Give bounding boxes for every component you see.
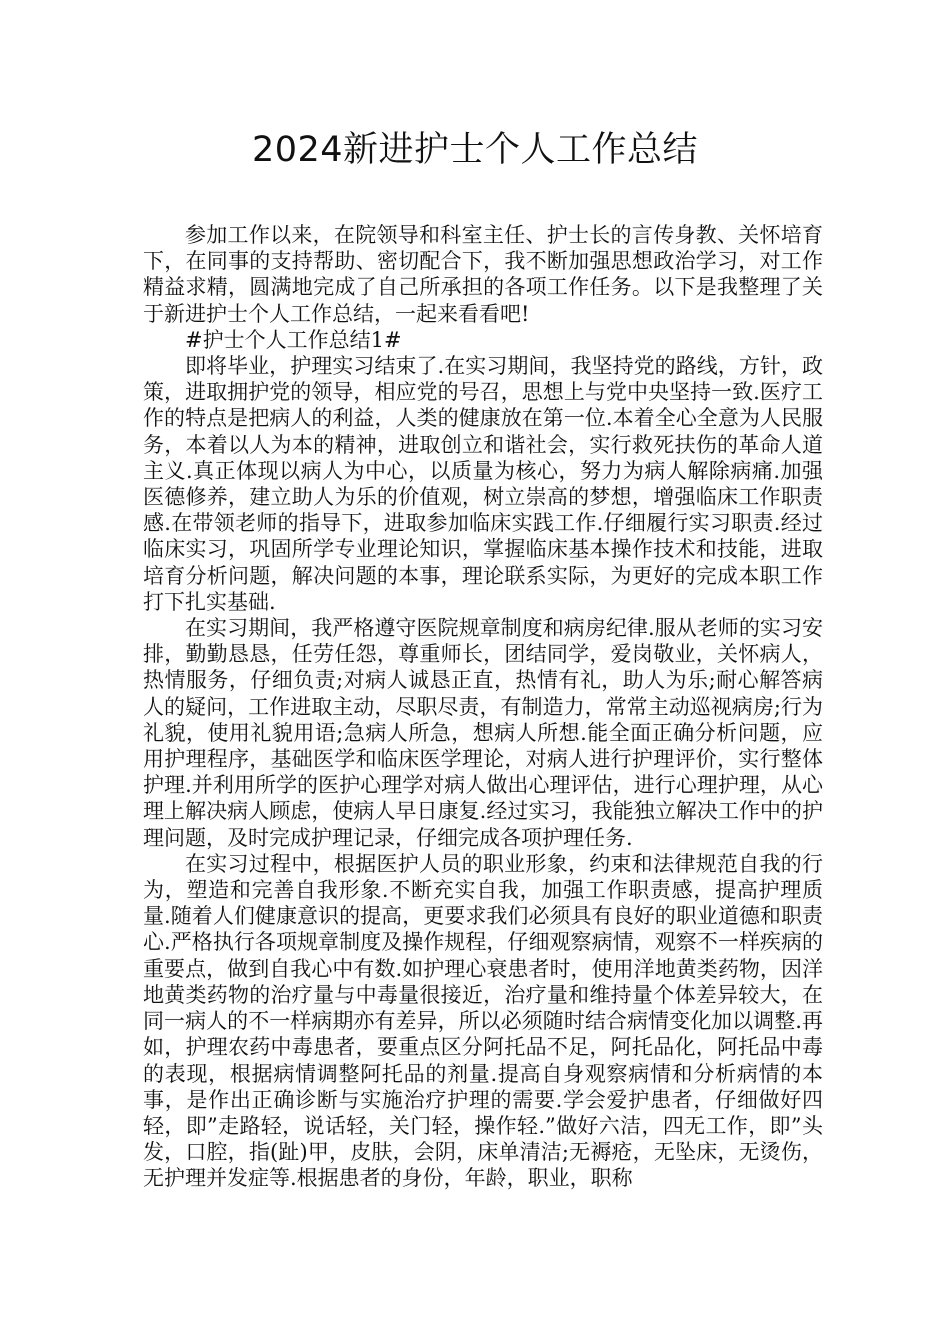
body-paragraph: 在实习过程中，根据医护人员的职业形象，约束和法律规范自我的行为，塑造和完善自我形象.不断充实自我，加强工作职责感，提高护理质量.随着人们健康意识的提高，更要求我们必须具有良好的职业道德和职责心.严格执行各项规章制度及操作规程，仔细观察病情，观察不一样疾病的重要点，做到自我心中有数.如护理心衰患者时，使用洋地黄类药物，因洋地黄类药物的治疗量与中毒量很接近，治疗量和维持量个体差异较大，在同一病人的不一样病期亦有差异，所以必须随时结合病情变化加以调整.再如，护理农药中毒患者，要重点区分阿托品不足，阿托品化，阿托品中毒的表现，根据病情调整阿托品的剂量.提高自身观察病情和分析病情的本事，是作出正确诊断与实施治疗护理的需要.学会爱护患者，仔细做好四轻，即”走路轻，说话轻，关门轻，操作轻.”做好六洁，四无工作，即”头发，口腔，指(趾)甲，皮肤，会阴，床单清洁;无褥疮，无坠床，无烫伤，无护理并发症等.根据患者的身份，年龄，职业，职称 xyxy=(143,851,823,1191)
intro-paragraph: 参加工作以来，在院领导和科室主任、护士长的言传身教、关怀培育下，在同事的支持帮助、密切配合下，我不断加强思想政治学习，对工作精益求精，圆满地完成了自己所承担的各项工作任务。以下是我整理了关于新进护士个人工作总结，一起来看看吧! xyxy=(143,223,823,326)
section-heading: #护士个人工作总结1# xyxy=(185,327,402,352)
document-body xyxy=(143,222,823,1192)
body-paragraph: 在实习期间，我严格遵守医院规章制度和病房纪律.服从老师的实习安排，勤勤恳恳，任劳任怨，尊重师长，团结同学，爱岗敬业，关怀病人，热情服务，仔细负责;对病人诚恳正直，热情有礼，助人为乐;耐心解答病人的疑问，工作进取主动，尽职尽责，有制造力，常常主动巡视病房;行为礼貌，使用礼貌用语;急病人所急，想病人所想.能全面正确分析问题，应用护理程序，基础医学和临床医学理论，对病人进行护理评价，实行整体护理.并利用所学的医护心理学对病人做出心理评估，进行心理护理，从心理上解决病人顾虑，使病人早日康复.经过实习，我能独立解决工作中的护理问题，及时完成护理记录，仔细完成各项护理任务. xyxy=(143,616,823,850)
body-paragraph: 即将毕业，护理实习结束了.在实习期间，我坚持党的路线，方针，政策，进取拥护党的领导，相应党的号召，思想上与党中央坚持一致.医疗工作的特点是把病人的利益，人类的健康放在第一位.本着全心全意为人民服务，本着以人为本的精神，进取创立和谐社会，实行救死扶伤的革命人道主义.真正体现以病人为中心，以质量为核心，努力为病人解除病痛.加强医德修养，建立助人为乐的价值观，树立崇高的梦想，增强临床工作职责感.在带领老师的指导下，进取参加临床实践工作.仔细履行实习职责.经过临床实习，巩固所学专业理论知识，掌握临床基本操作技术和技能，进取培育分析问题，解决问题的本事，理论联系实际，为更好的完成本职工作打下扎实基础. xyxy=(143,354,823,614)
page-title: 2024新进护士个人工作总结 xyxy=(251,130,699,170)
